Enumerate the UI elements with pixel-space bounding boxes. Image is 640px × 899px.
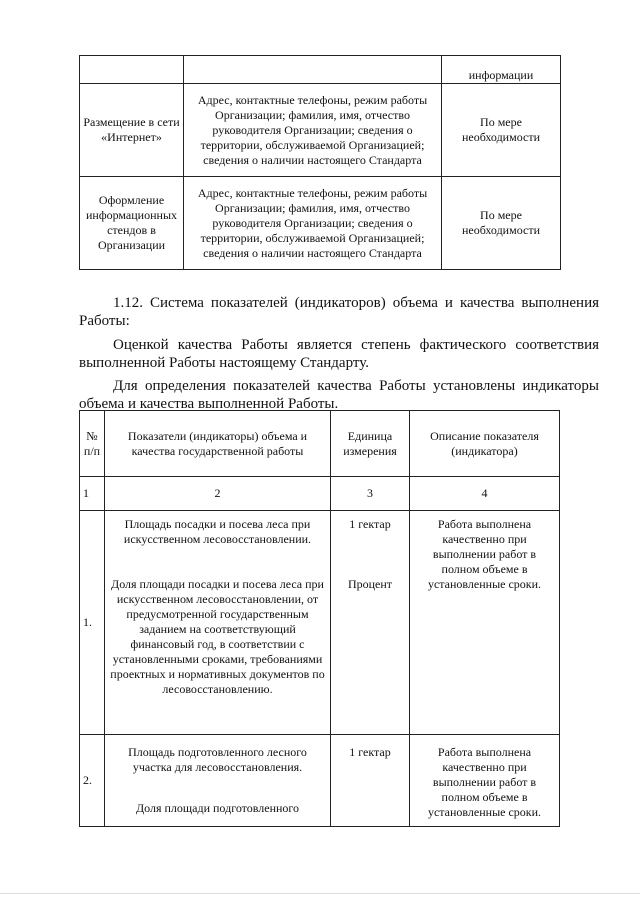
table-header-row xyxy=(80,411,560,477)
description-cell: Работа выполнена качественно при выполнении работ в полном объеме в установленные сроки. xyxy=(410,735,560,827)
numbering-cell: 4 xyxy=(410,477,560,511)
table-row xyxy=(80,511,560,735)
scan-edge xyxy=(0,893,640,894)
header-unit: Единица измерения xyxy=(331,411,410,477)
info-content-cell: Адрес, контактные телефоны, режим работы Организации; фамилия, имя, отчество руководителя Организации; сведения о территории, обслуживаемой Организацией; сведения о наличии настоящего Стандарта xyxy=(184,84,442,177)
unit-quality: Процент xyxy=(347,577,393,591)
header-num: № п/п xyxy=(80,411,105,477)
unit-cell xyxy=(331,511,410,735)
indicator-cell xyxy=(105,735,331,827)
info-table-cell xyxy=(184,56,442,84)
paragraph-indicators xyxy=(79,377,599,413)
paragraph-text: Для определения показателей качества Работы установлены индикаторы объема и качества выполненной Работы. xyxy=(79,378,599,412)
unit-cell: 1 гектар xyxy=(331,735,410,827)
row-number: 2. xyxy=(80,735,105,827)
header-description: Описание показателя (индикатора) xyxy=(410,411,560,477)
paragraph-text: 1.12. Система показателей (индикаторов) объема и качества выполнения Работы: xyxy=(79,295,599,329)
description-cell: Работа выполнена качественно при выполнении работ в полном объеме в установленные сроки. xyxy=(410,511,560,735)
info-table-cell: информации xyxy=(442,56,561,84)
header-indicator: Показатели (индикаторы) объема и качества государственной работы xyxy=(105,411,331,477)
indicator-quality: Доля площади подготовленного xyxy=(135,801,300,815)
info-table-row xyxy=(80,56,561,84)
numbering-cell: 2 xyxy=(105,477,331,511)
numbering-cell: 3 xyxy=(331,477,410,511)
info-table xyxy=(79,55,561,270)
info-method-cell: Оформление информационных стендов в Организации xyxy=(80,177,184,270)
paragraph-section-title xyxy=(79,294,599,330)
unit-volume: 1 гектар xyxy=(349,517,391,531)
info-method-cell: Размещение в сети «Интернет» xyxy=(80,84,184,177)
indicator-volume: Площадь посадки и посева леса при искусственном лесовосстановлении. xyxy=(123,517,312,546)
indicator-quality: Доля площади посадки и посева леса при искусственном лесовосстановлении, от предусмотренной государственным заданием на соответствующий финансовый год, в соответствии с установленными сроками, требованиями проектных и нормативных документов по лесовосстановлению. xyxy=(110,577,325,696)
indicators-table xyxy=(79,410,560,827)
info-table-cell xyxy=(80,56,184,84)
paragraph-quality xyxy=(79,336,599,372)
numbering-cell: 1 xyxy=(80,477,105,511)
paragraph-text: Оценкой качества Работы является степень фактического соответствия выполненной Работы настоящему Стандарту. xyxy=(79,337,599,371)
table-row xyxy=(80,735,560,827)
indicator-volume: Площадь подготовленного лесного участка для лесовосстановления. xyxy=(128,745,307,774)
table-numbering-row xyxy=(80,477,560,511)
info-frequency-cell: По мере необходимости xyxy=(442,177,561,270)
info-table-row xyxy=(80,84,561,177)
info-table-row xyxy=(80,177,561,270)
indicator-cell xyxy=(105,511,331,735)
info-frequency-cell: По мере необходимости xyxy=(442,84,561,177)
row-number: 1. xyxy=(80,511,105,735)
info-content-cell: Адрес, контактные телефоны, режим работы Организации; фамилия, имя, отчество руководителя Организации; сведения о территории, обслуживаемой Организацией; сведения о наличии настоящего Стандарта xyxy=(184,177,442,270)
